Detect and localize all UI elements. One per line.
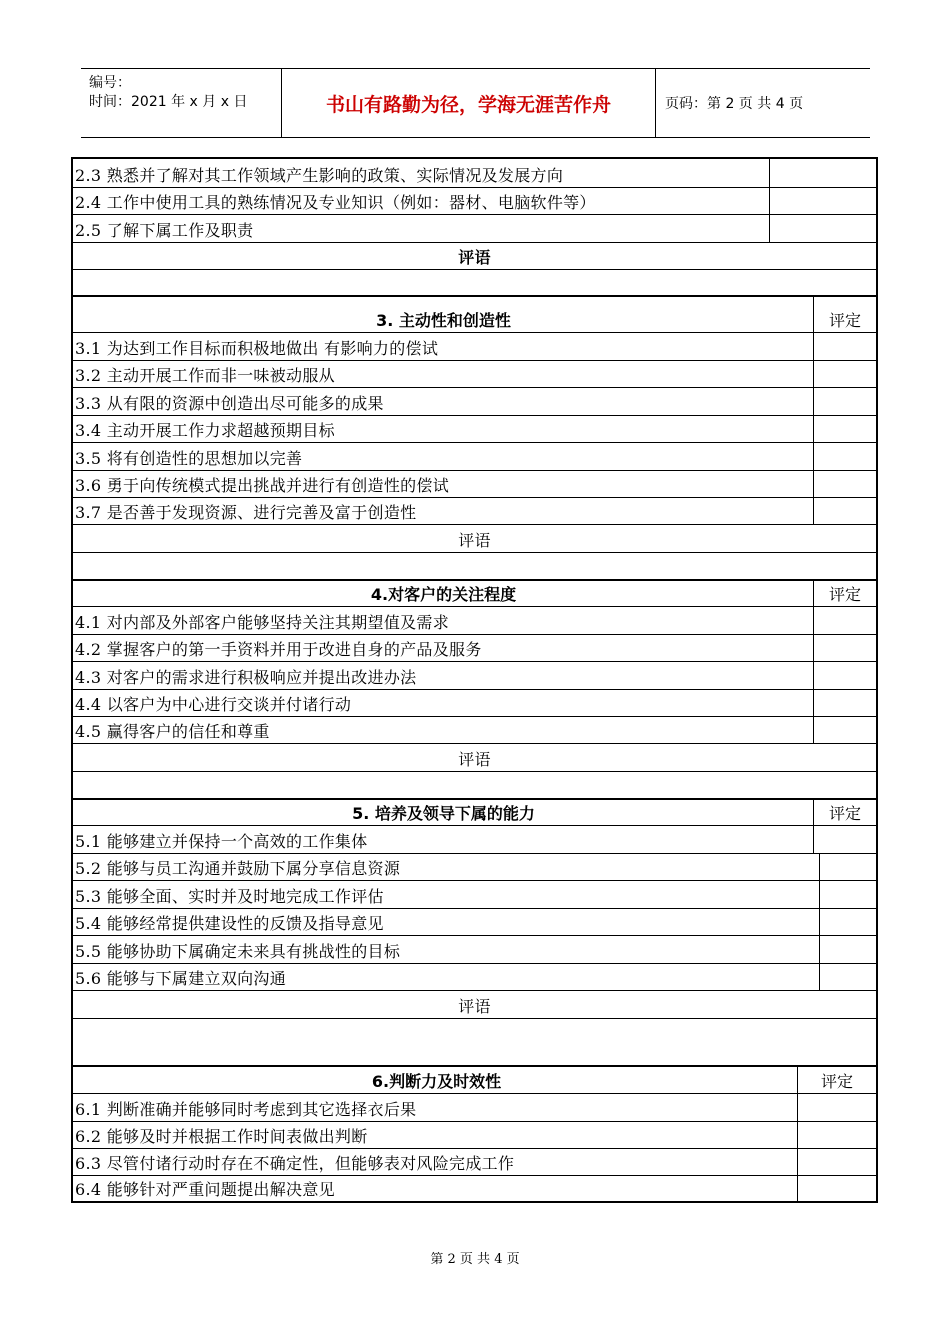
item-text: 2.4 工作中使用工具的熟练情况及专业知识（例如：器材、电脑软件等） <box>75 193 596 212</box>
item-text: 4.1 对内部及外部客户能够坚持关注其期望值及需求 <box>75 613 450 632</box>
comment-header <box>73 744 876 772</box>
item-text: 6.2 能够及时并根据工作时间表做出判断 <box>75 1127 368 1146</box>
section-title: 5. 培养及领导下属的能力 <box>352 804 535 823</box>
item-row <box>73 215 876 243</box>
comment-header <box>73 991 876 1019</box>
item-row <box>73 388 876 416</box>
rating-cell[interactable] <box>813 662 876 690</box>
item-row <box>73 1094 876 1122</box>
item-row <box>73 1149 876 1176</box>
rating-cell[interactable] <box>813 361 876 388</box>
rating-cell[interactable] <box>819 854 876 881</box>
rating-cell[interactable] <box>813 498 876 525</box>
comment-field[interactable] <box>73 270 876 297</box>
item-text: 4.5 赢得客户的信任和尊重 <box>75 722 270 741</box>
comment-label: 评语 <box>458 531 491 550</box>
comment-header <box>73 525 876 553</box>
section-header <box>73 800 876 826</box>
item-row <box>73 690 876 717</box>
rating-cell[interactable] <box>813 690 876 717</box>
item-text: 4.3 对客户的需求进行积极响应并提出改进办法 <box>75 668 417 687</box>
item-row <box>73 361 876 388</box>
section-header <box>73 297 876 333</box>
item-text: 3.1 为达到工作目标而积极地做出 有影响力的偿试 <box>75 339 439 358</box>
item-row <box>73 936 876 964</box>
item-row <box>73 471 876 498</box>
item-text: 5.4 能够经常提供建设性的反馈及指导意见 <box>75 914 384 933</box>
item-row <box>73 635 876 662</box>
item-text: 3.6 勇于向传统模式提出挑战并进行有创造性的偿试 <box>75 476 450 495</box>
comment-label: 评语 <box>458 750 491 769</box>
rating-cell[interactable] <box>797 1176 876 1202</box>
item-row <box>73 717 876 744</box>
item-text: 2.3 熟悉并了解对其工作领域产生影响的政策、实际情况及发展方向 <box>75 166 564 185</box>
evaluation-form <box>71 157 878 1203</box>
item-text: 3.5 将有创造性的思想加以完善 <box>75 449 303 468</box>
item-text: 5.1 能够建立并保持一个高效的工作集体 <box>75 832 368 851</box>
rating-header: 评定 <box>797 1067 876 1093</box>
item-row <box>73 1176 876 1201</box>
rating-cell[interactable] <box>813 333 876 361</box>
rating-cell[interactable] <box>819 936 876 964</box>
item-row <box>73 1122 876 1149</box>
item-text: 5.6 能够与下属建立双向沟通 <box>75 969 287 988</box>
comment-header <box>73 243 876 270</box>
page-indicator: 页码：第 2 页 共 4 页 <box>665 96 804 112</box>
item-row <box>73 662 876 690</box>
item-row <box>73 498 876 525</box>
doc-date: 时间：2021 年 x 月 x 日 <box>89 94 248 110</box>
item-row <box>73 881 876 909</box>
item-row <box>73 159 876 188</box>
page-footer: 第 2 页 共 4 页 <box>430 1252 520 1267</box>
rating-cell[interactable] <box>819 881 876 909</box>
comment-label: 评语 <box>458 997 491 1016</box>
item-row <box>73 333 876 361</box>
item-text: 3.2 主动开展工作而非一味被动服从 <box>75 366 335 385</box>
rating-header: 评定 <box>813 800 876 825</box>
rating-header: 评定 <box>813 581 876 606</box>
item-text: 4.4 以客户为中心进行交谈并付诸行动 <box>75 695 352 714</box>
header-info <box>81 69 281 137</box>
rating-cell[interactable] <box>813 388 876 416</box>
section-title: 4.对客户的关注程度 <box>370 585 517 604</box>
rating-cell[interactable] <box>819 909 876 936</box>
item-text: 6.3 尽管付诸行动时存在不确定性，但能够表对风险完成工作 <box>75 1154 515 1173</box>
comment-field[interactable] <box>73 553 876 581</box>
item-text: 3.3 从有限的资源中创造出尽可能多的成果 <box>75 394 384 413</box>
rating-cell[interactable] <box>769 188 876 215</box>
rating-cell[interactable] <box>813 717 876 744</box>
rating-cell[interactable] <box>797 1094 876 1122</box>
item-text: 5.2 能够与员工沟通并鼓励下属分享信息资源 <box>75 859 401 878</box>
comment-field[interactable] <box>73 1019 876 1067</box>
item-text: 6.4 能够针对严重问题提出解决意见 <box>75 1180 335 1199</box>
item-row <box>73 416 876 443</box>
item-row <box>73 826 876 854</box>
rating-cell[interactable] <box>813 607 876 635</box>
section-title: 3. 主动性和创造性 <box>376 311 511 330</box>
item-text: 5.3 能够全面、实时并及时地完成工作评估 <box>75 887 384 906</box>
section-title: 6.判断力及时效性 <box>371 1072 502 1091</box>
rating-header: 评定 <box>813 297 876 332</box>
motto: 书山有路勤为径，学海无涯苦作舟 <box>281 69 656 137</box>
rating-cell[interactable] <box>813 826 876 854</box>
rating-cell[interactable] <box>819 964 876 991</box>
rating-cell[interactable] <box>813 416 876 443</box>
item-text: 3.7 是否善于发现资源、进行完善及富于创造性 <box>75 503 417 522</box>
page-header <box>81 68 870 138</box>
rating-cell[interactable] <box>813 471 876 498</box>
item-row <box>73 188 876 215</box>
rating-cell[interactable] <box>769 215 876 243</box>
rating-cell[interactable] <box>813 443 876 471</box>
item-text: 3.4 主动开展工作力求超越预期目标 <box>75 421 335 440</box>
rating-cell[interactable] <box>813 635 876 662</box>
comment-field[interactable] <box>73 772 876 800</box>
item-row <box>73 909 876 936</box>
item-text: 4.2 掌握客户的第一手资料并用于改进自身的产品及服务 <box>75 640 482 659</box>
item-text: 5.5 能够协助下属确定未来具有挑战性的目标 <box>75 942 401 961</box>
item-row <box>73 854 876 881</box>
rating-cell[interactable] <box>769 159 876 188</box>
section-header <box>73 1067 876 1094</box>
section-header <box>73 581 876 607</box>
rating-cell[interactable] <box>797 1122 876 1149</box>
doc-number-label: 编号： <box>89 75 131 91</box>
comment-label: 评语 <box>458 248 491 267</box>
item-row <box>73 964 876 991</box>
item-text: 2.5 了解下属工作及职责 <box>75 221 254 240</box>
item-text: 6.1 判断准确并能够同时考虑到其它选择衣后果 <box>75 1100 417 1119</box>
item-row <box>73 443 876 471</box>
rating-cell[interactable] <box>797 1149 876 1176</box>
item-row <box>73 607 876 635</box>
